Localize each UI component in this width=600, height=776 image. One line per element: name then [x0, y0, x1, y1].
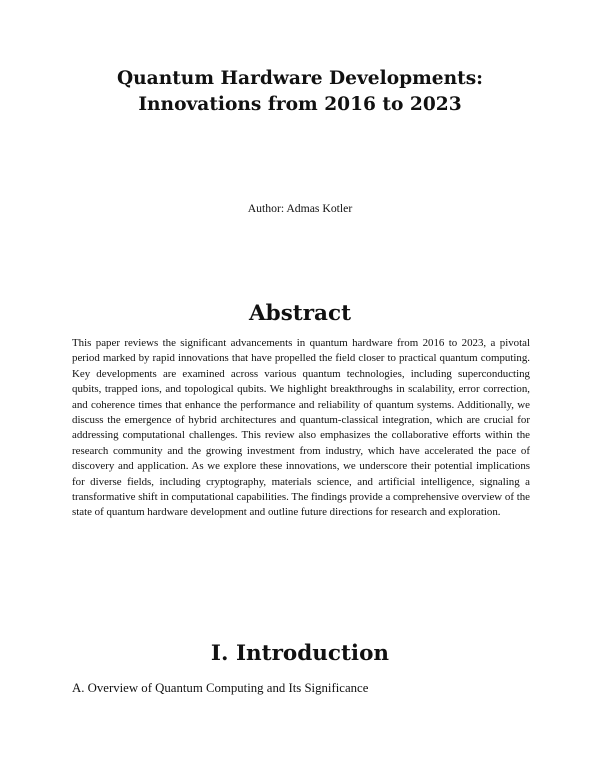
introduction-heading: I. Introduction	[210, 641, 390, 666]
paper-title-line-1: Quantum Hardware Developments:	[116, 68, 484, 89]
abstract-body: This paper reviews the significant advancements in quantum hardware from 2016 to 2023, a pivotal period marked by rapid innovations that have propelled the field closer to practical quantum computing. Key developments are examined across various quantum technologies, including superconducting qubits, trapped ions, and topological qubits. We highlight breakthroughs in scalability, error correction, and coherence times that enhance the performance and reliability of quantum systems. Additionally, we discuss the emergence of hybrid architectures and quantum-classical integration, which are crucial for addressing computational challenges. This review also emphasizes the collaborative efforts within the research community and the growing investment from industry, which have accelerated the pace of discovery and application. As we explore these innovations, we underscore their potential implications for diverse fields, including cryptography, materials science, and artificial intelligence, signaling a transformative shift in computational capabilities. The findings provide a comprehensive overview of the state of quantum hardware development and outline future directions for research and exploration.	[72, 337, 530, 519]
paper-title-line-2: Innovations from 2016 to 2023	[138, 94, 462, 115]
abstract-heading: Abstract	[248, 301, 352, 326]
author-line: Author: Admas Kotler	[247, 202, 353, 215]
paper-title	[60, 66, 540, 118]
introduction-subsection-heading: A. Overview of Quantum Computing and Its Significance	[72, 681, 369, 695]
